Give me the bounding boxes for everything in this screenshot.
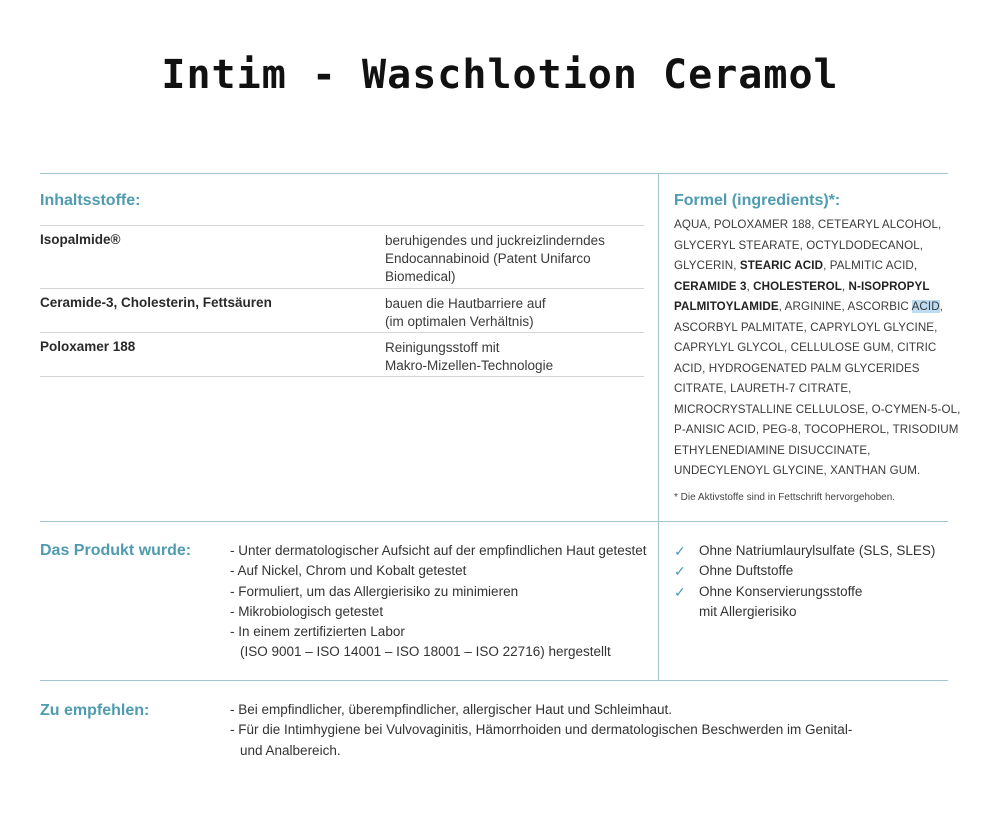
ingredients-heading: Inhaltsstoffe: <box>40 192 141 209</box>
active-ingredient: CERAMIDE 3 <box>674 279 747 293</box>
product-heading: Das Produkt wurde: <box>40 542 192 559</box>
check-icon: ✓ <box>674 583 686 600</box>
list-item: - In einem zertifizierten Labor <box>230 624 405 640</box>
ingredient-name: Ceramide-3, Cholesterin, Fettsäuren <box>40 295 272 310</box>
check-icon: ✓ <box>674 563 686 580</box>
bottom-divider <box>40 680 948 681</box>
formula-heading: Formel (ingredients)*: <box>674 192 841 209</box>
row-divider <box>40 225 644 226</box>
page-title: Intim - Waschlotion Ceramol <box>161 52 839 98</box>
row-divider <box>40 376 644 377</box>
list-item: ✓ Ohne Duftstoffe <box>674 561 935 581</box>
formula-text: AQUA, POLOXAMER 188, CETEARYL ALCOHOL, GLYCERYL STEARATE, OCTYLDODECANOL, GLYCERIN, STEARIC ACID, PALMITIC ACID, CERAMIDE 3, CHOLESTEROL, N-ISOPROPYL PALMITOYLAMIDE, ARGININE, ASCORBIC ACID, ASCORBYL PALMITATE, CAPRYLOYL GLYCINE, CAPRYLYL GLYCOL, CELLULOSE GUM, CITRIC ACID, HYDROGENATED PALM GLYCERIDES CITRATE, LAURETH-7 CITRATE, MICROCRYSTALLINE CELLULOSE, O-CYMEN-5-OL, P-ANISIC ACID, PEG-8, TOCOPHEROL, TRISODIUM ETHYLENEDIAMINE DISUCCINATE, UNDECYLENOYL GLYCINE, XANTHAN GUM. <box>674 218 961 477</box>
list-item: - Auf Nickel, Chrom und Kobalt getestet <box>230 563 467 579</box>
top-divider <box>40 173 948 174</box>
list-item: (ISO 9001 – ISO 14001 – ISO 18001 – ISO 22716) hergestellt <box>240 644 611 660</box>
active-ingredient: CHOLESTEROL <box>753 279 842 293</box>
ingredient-description: beruhigendes und juckreizlinderndes Endocannabinoid (Patent Unifarco Biomedical) <box>385 233 605 284</box>
list-item: - Bei empfindlicher, überempfindlicher, allergischer Haut und Schleimhaut. <box>230 702 672 717</box>
row-divider <box>40 332 644 333</box>
free-from-list <box>674 541 935 622</box>
check-icon: ✓ <box>674 543 686 559</box>
product-test-list <box>230 541 646 663</box>
list-item: ✓ Ohne Konservierungsstoffe <box>674 582 935 602</box>
middle-divider <box>40 521 948 522</box>
list-item: und Analbereich. <box>240 742 341 758</box>
formula-footnote: * Die Aktivstoffe sind in Fettschrift hervorgehoben. <box>674 492 896 503</box>
list-item: ✓ Ohne Natriumlaurylsulfate (SLS, SLES) <box>674 541 935 561</box>
row-divider <box>40 288 644 289</box>
ingredient-description: Reinigungsstoff mit Makro-Mizellen-Technologie <box>385 340 554 373</box>
ingredient-name: Poloxamer 188 <box>40 339 136 354</box>
active-ingredient: N-ISOPROPYL PALMITOYLAMIDE <box>674 279 930 313</box>
list-item: mit Allergierisiko <box>699 603 797 619</box>
ingredient-description: bauen die Hautbarriere auf (im optimalen Verhältnis) <box>385 296 546 329</box>
recommend-heading: Zu empfehlen: <box>40 702 150 719</box>
list-item: - Formuliert, um das Allergierisiko zu minimieren <box>230 583 519 599</box>
list-item: - Unter dermatologischer Aufsicht auf der empfindlichen Haut getestet <box>230 543 647 558</box>
recommend-list <box>230 700 852 761</box>
column-divider <box>658 173 659 680</box>
active-ingredient: STEARIC ACID <box>739 259 824 272</box>
ingredient-name: Isopalmide® <box>40 232 121 247</box>
list-item: - Mikrobiologisch getestet <box>230 603 384 619</box>
list-item: - Für die Intimhygiene bei Vulvovaginitis, Hämorrhoiden und dermatologischen Beschwerden im Genital- <box>230 722 853 738</box>
text-selection-highlight[interactable]: ACID <box>911 300 940 313</box>
